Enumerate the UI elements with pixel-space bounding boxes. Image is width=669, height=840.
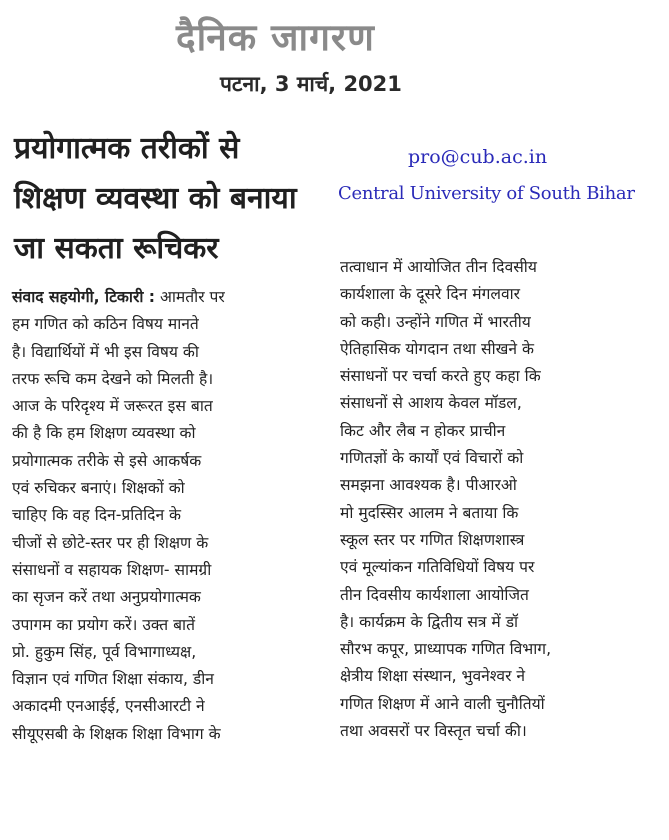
headline <box>14 124 324 274</box>
article-column-right <box>340 254 656 745</box>
article-line: समझना आवश्यक है। पीआरओ <box>340 476 517 495</box>
article-line: विज्ञान एवं गणित शिक्षा संकाय, डीन <box>12 670 214 689</box>
article-line: स्कूल स्तर पर गणित शिक्षणशास्त्र <box>340 530 525 549</box>
article-line: चीजों से छोटे-स्तर पर ही शिक्षण के <box>12 533 209 552</box>
article-line: एवं रुचिकर बनाएं। शिक्षकों को <box>12 479 185 498</box>
article-line: संसाधनों पर चर्चा करते हुए कहा कि <box>340 367 541 386</box>
article-line: क्षेत्रीय शिक्षा संस्थान, भुवनेश्वर ने <box>340 667 526 686</box>
article-line: सौरभ कपूर, प्राध्यापक गणित विभाग, <box>340 640 552 659</box>
article-line: की है कि हम शिक्षण व्यवस्था को <box>12 424 196 443</box>
article-line: तथा अवसरों पर विस्तृत चर्चा की। <box>340 722 527 741</box>
headline-line: प्रयोगात्मक तरीकों से <box>14 131 240 166</box>
article-line: चाहिए कि वह दिन-प्रतिदिन के <box>12 506 182 525</box>
article-line: सीयूएसबी के शिक्षक शिक्षा विभाग के <box>12 724 221 743</box>
headline-line: शिक्षण व्यवस्था को बनाया <box>14 181 297 216</box>
article-line: प्रो. हुकुम सिंह, पूर्व विभागाध्यक्ष, <box>12 642 197 661</box>
article-line: गणित शिक्षण में आने वाली चुनौतियों <box>340 694 545 713</box>
article-text: आमतौर पर <box>160 288 225 306</box>
article-line: का सृजन करें तथा अनुप्रयोगात्मक <box>12 588 201 607</box>
article-line: तत्वाधान में आयोजित तीन दिवसीय <box>340 258 537 276</box>
article-line: एवं मूल्यांकन गतिविधियों विषय पर <box>340 558 535 577</box>
paper-name: दैनिक जागरण <box>176 16 375 59</box>
article-line: तरफ रूचि कम देखने को मिलती है। <box>12 369 214 388</box>
article-line: अकादमी एनआईई, एनसीआरटी ने <box>12 697 205 716</box>
article-line: मो मुदस्सिर आलम ने बताया कि <box>340 503 519 522</box>
article-line: हम गणित को कठिन विषय मानते <box>12 315 199 334</box>
article-line: ऐतिहासिक योगदान तथा सीखने के <box>340 339 534 358</box>
article-line: उपागम का प्रयोग करें। उक्त बातें <box>12 615 195 634</box>
article-line: कार्यशाला के दूसरे दिन मंगलवार <box>340 285 521 304</box>
article-line: किट और लैब न होकर प्राचीन <box>340 421 506 440</box>
article-line <box>12 284 328 311</box>
byline: संवाद सहयोगी, टिकारी : <box>12 288 156 306</box>
dateline: पटना, 3 मार्च, 2021 <box>220 72 402 96</box>
article-column-left <box>12 284 328 748</box>
article-line: गणितज्ञों के कार्यों एवं विचारों को <box>340 449 524 468</box>
article-line: संसाधनों व सहायक शिक्षण- सामग्री <box>12 560 212 579</box>
article-line: को कही। उन्होंने गणित में भारतीय <box>340 312 531 331</box>
email-annotation: pro@cub.ac.in <box>408 146 548 168</box>
article-line: आज के परिदृश्य में जरूरत इस बात <box>12 397 213 416</box>
article-line: प्रयोगात्मक तरीके से इसे आकर्षक <box>12 451 202 470</box>
article-line: है। विद्यार्थियों में भी इस विषय की <box>12 342 199 361</box>
article-line: संसाधनों से आशय केवल मॉडल, <box>340 394 522 413</box>
university-annotation: Central University of South Bihar <box>338 183 635 204</box>
article-line: तीन दिवसीय कार्यशाला आयोजित <box>340 585 529 604</box>
article-line: है। कार्यक्रम के द्वितीय सत्र में डॉ <box>340 612 519 631</box>
headline-line: जा सकता रूचिकर <box>14 231 219 266</box>
